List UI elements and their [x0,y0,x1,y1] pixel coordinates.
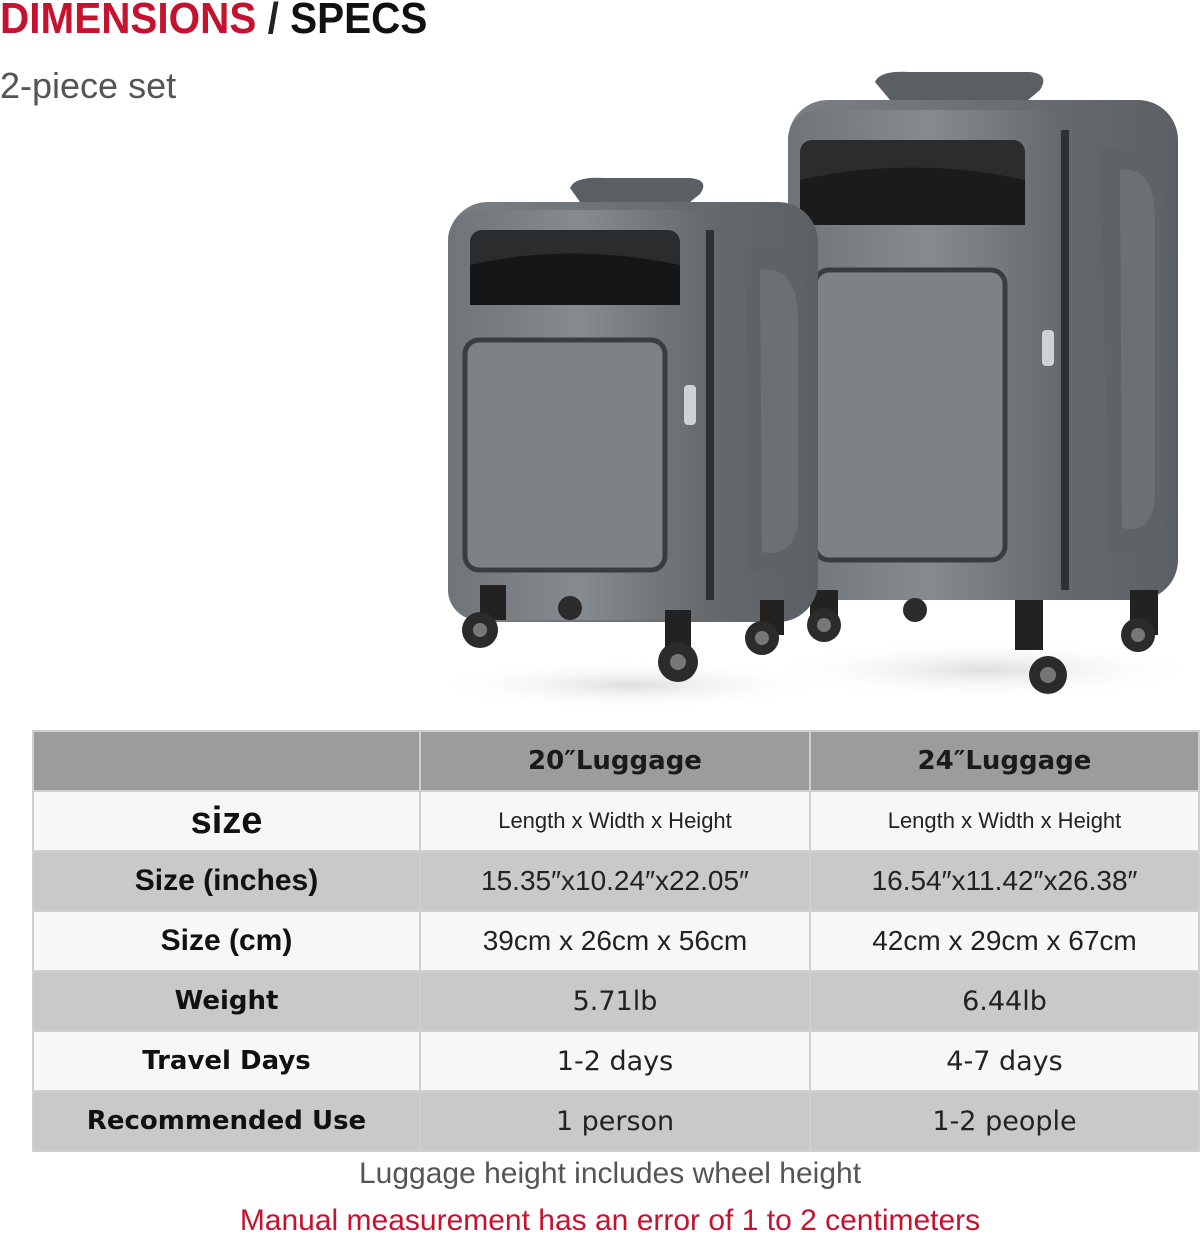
row-label: size [33,791,420,851]
title-accent: DIMENSIONS [0,0,257,43]
row-value-20in: 15.35″x10.24″x22.05″ [420,851,810,911]
column-header-24in: 24″Luggage [810,731,1199,791]
row-label: Size (inches) [33,851,420,911]
row-value-24in: 4-7 days [810,1031,1199,1091]
row-value-20in: 39cm x 26cm x 56cm [420,911,810,971]
row-value-24in: 16.54″x11.42″x26.38″ [810,851,1199,911]
table-row [33,791,1199,851]
luggage-set-image [420,70,1200,710]
row-value-20in: 1 person [420,1091,810,1151]
title-separator: / [256,0,291,43]
row-value-20in: Length x Width x Height [420,791,810,851]
row-value-24in: Length x Width x Height [810,791,1199,851]
row-label: Recommended Use [33,1091,420,1151]
spec-table [32,730,1200,1152]
row-value-24in: 42cm x 29cm x 67cm [810,911,1199,971]
column-header-20in: 20″Luggage [420,731,810,791]
table-row [33,911,1199,971]
measurement-error-note: Manual measurement has an error of 1 to 2 centimeters [239,1204,981,1237]
column-header-label [33,731,420,791]
small-suitcase [430,178,830,710]
table-row [33,1091,1199,1151]
row-value-24in: 6.44lb [810,971,1199,1031]
page-title [0,0,427,44]
row-value-20in: 5.71lb [420,971,810,1031]
wheel-height-note: Luggage height includes wheel height [358,1157,862,1190]
row-value-20in: 1-2 days [420,1031,810,1091]
table-row [33,971,1199,1031]
row-label: Travel Days [33,1031,420,1091]
row-value-24in: 1-2 people [810,1091,1199,1151]
table-row [33,851,1199,911]
table-row [33,1031,1199,1091]
row-label: Weight [33,971,420,1031]
table-header-row [33,731,1199,791]
large-suitcase [765,72,1200,700]
row-label: Size (cm) [33,911,420,971]
page-subtitle: 2-piece set [0,65,177,106]
title-rest: SPECS [290,0,428,43]
